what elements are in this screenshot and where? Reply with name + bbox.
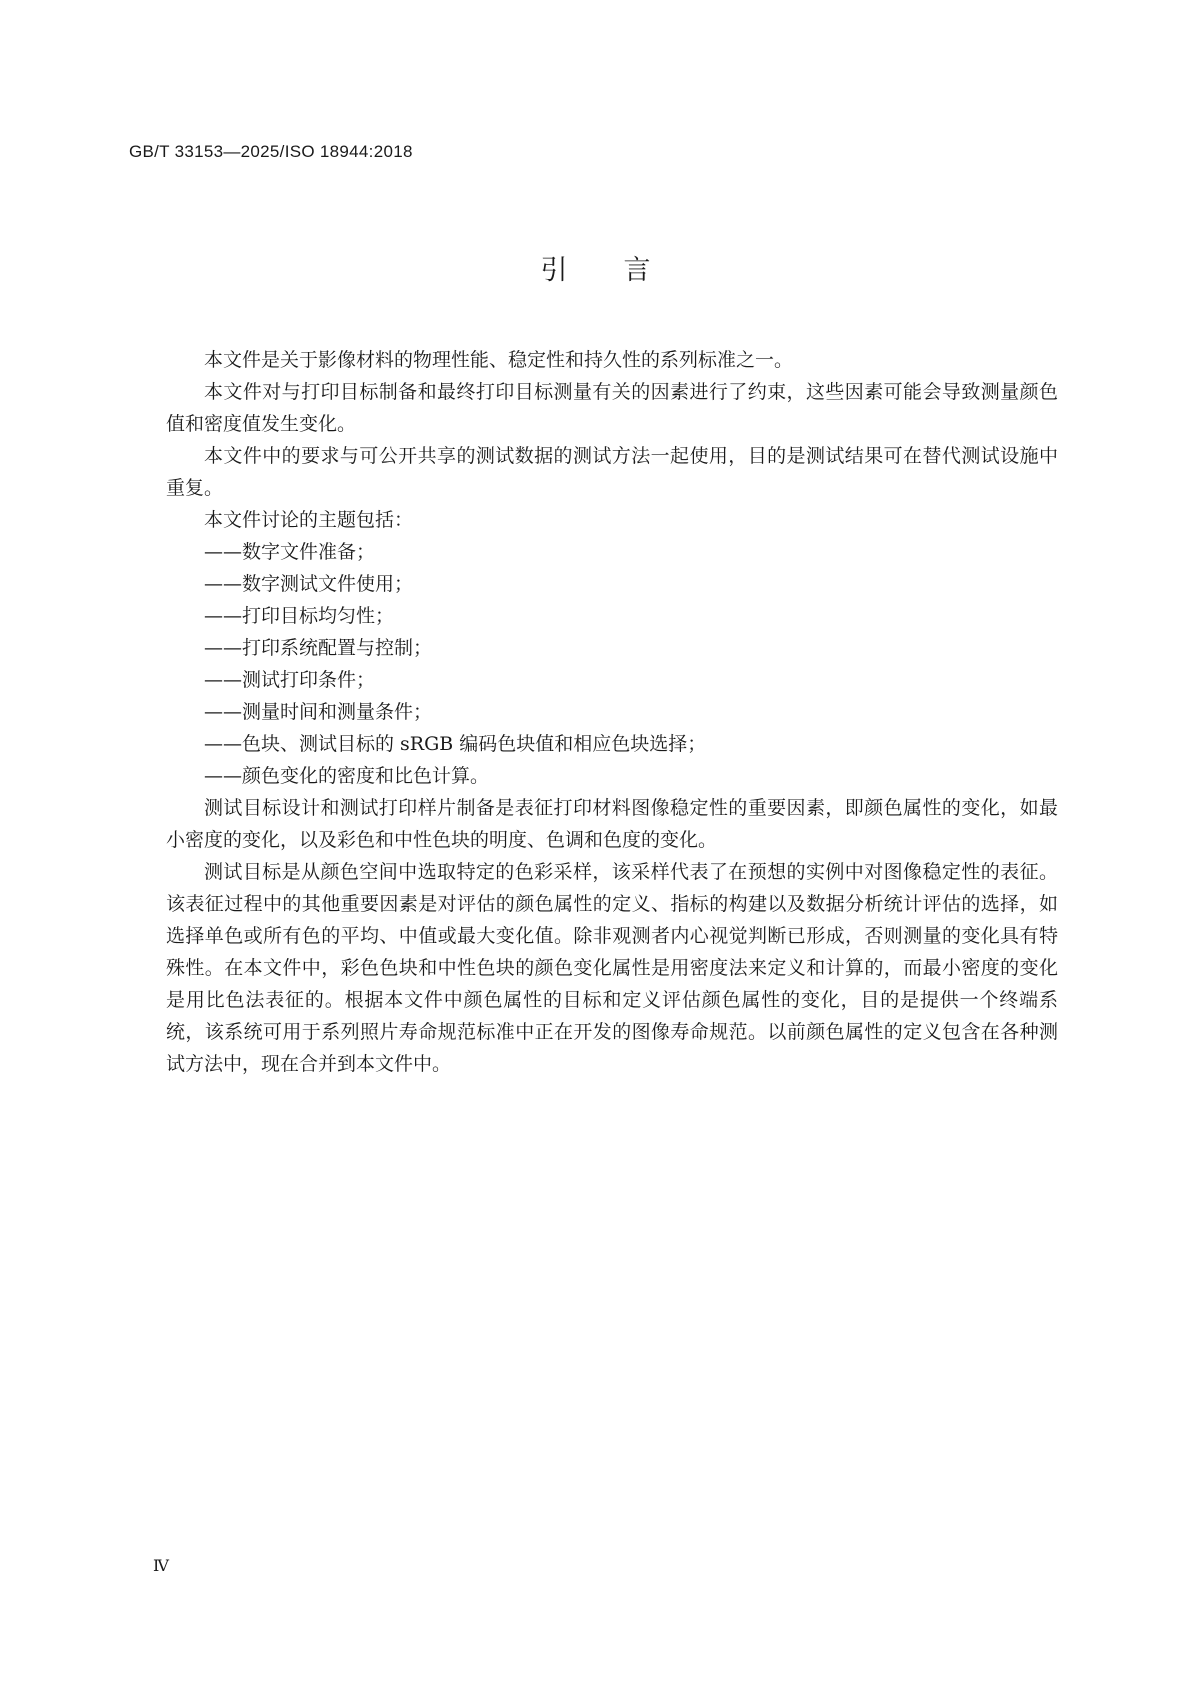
- paragraph: 本文件是关于影像材料的物理性能、稳定性和持久性的系列标准之一。: [204, 349, 794, 371]
- list-item: ——测试打印条件；: [204, 669, 376, 691]
- document-body: [166, 344, 1058, 1080]
- list-item: ——颜色变化的密度和比色计算。: [204, 765, 490, 787]
- list-item: ——数字文件准备；: [204, 541, 376, 563]
- paragraph: 测试目标设计和测试打印样片制备是表征打印材料图像稳定性的重要因素，即颜色属性的变化，如最小密度的变化，以及彩色和中性色块的明度、色调和色度的变化。: [166, 797, 1058, 851]
- standard-number-header: GB/T 33153—2025/ISO 18944:2018: [129, 142, 413, 161]
- list-item: ——色块、测试目标的 sRGB 编码色块值和相应色块选择；: [204, 733, 707, 755]
- section-title: 引言: [540, 255, 707, 286]
- page-number: Ⅳ: [153, 1556, 169, 1575]
- paragraph: 本文件对与打印目标制备和最终打印目标测量有关的因素进行了约束，这些因素可能会导致测量颜色值和密度值发生变化。: [166, 381, 1058, 435]
- paragraph: 本文件中的要求与可公开共享的测试数据的测试方法一起使用，目的是测试结果可在替代测试设施中重复。: [166, 445, 1058, 499]
- paragraph: 本文件讨论的主题包括：: [204, 509, 414, 531]
- topic-list: [166, 536, 1058, 792]
- list-item: ——数字测试文件使用；: [204, 573, 414, 595]
- list-item: ——打印目标均匀性；: [204, 605, 395, 627]
- list-item: ——测量时间和测量条件；: [204, 701, 433, 723]
- paragraph: 测试目标是从颜色空间中选取特定的色彩采样，该采样代表了在预想的实例中对图像稳定性的表征。该表征过程中的其他重要因素是对评估的颜色属性的定义、指标的构建以及数据分析统计评估的选择，如选择单色或所有色的平均、中值或最大变化值。除非观测者内心视觉判断已形成，否则测量的变化具有特殊性。在本文件中，彩色色块和中性色块的颜色变化属性是用密度法来定义和计算的，而最小密度的变化是用比色法表征的。根据本文件中颜色属性的目标和定义评估颜色属性的变化，目的是提供一个终端系统，该系统可用于系列照片寿命规范标准中正在开发的图像寿命规范。以前颜色属性的定义包含在各种测试方法中，现在合并到本文件中。: [166, 861, 1058, 1075]
- list-item: ——打印系统配置与控制；: [204, 637, 433, 659]
